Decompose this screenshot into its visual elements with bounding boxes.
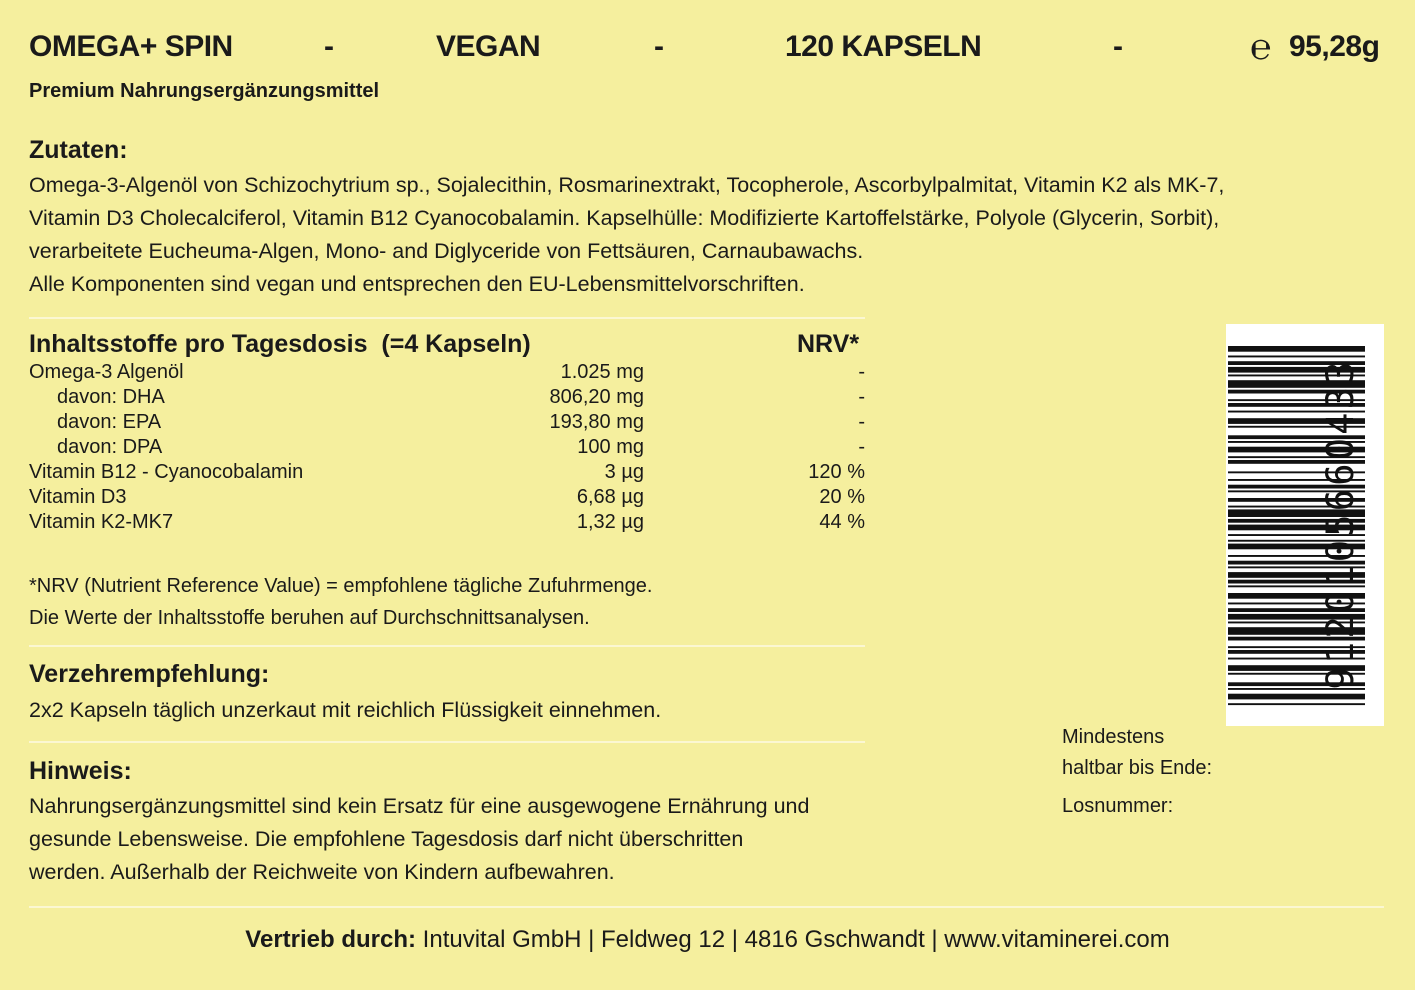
table-row — [29, 385, 865, 410]
notice-line: Nahrungsergänzungsmittel sind kein Ersatz für eine ausgewogene Ernährung und — [29, 794, 810, 818]
nutrient-name: davon: DPA — [57, 436, 163, 458]
table-row — [29, 360, 865, 385]
usage-heading: Verzehrempfehlung: — [29, 660, 270, 688]
nutrient-amount: 3 µg — [604, 461, 644, 483]
nrv-footnote: *NRV (Nutrient Reference Value) = empfohlene tägliche Zufuhrmenge. — [29, 575, 653, 597]
divider — [29, 645, 865, 647]
nutrient-name: davon: DHA — [57, 386, 165, 408]
product-name: OMEGA+ SPIN — [29, 30, 233, 63]
table-row — [29, 510, 865, 535]
best-before-line: haltbar bis Ende: — [1062, 757, 1213, 779]
nrv-column-header: NRV* — [797, 330, 860, 358]
table-row — [29, 460, 865, 485]
distributor-info: Intuvital GmbH | Feldweg 12 | 4816 Gschwandt | www.vitaminerei.com — [416, 926, 1170, 953]
lot-number-label: Losnummer: — [1062, 795, 1174, 817]
nutrient-name: Omega-3 Algenöl — [29, 361, 184, 383]
nutrition-heading-dose: (=4 Kapseln) — [381, 330, 531, 358]
nutrition-heading-title: Inhaltsstoffe pro Tagesdosis — [29, 330, 368, 358]
ingredients-heading: Zutaten: — [29, 136, 128, 164]
nutrient-nrv: - — [858, 386, 865, 408]
nutrient-amount: 1,32 µg — [576, 511, 644, 533]
best-before-line: Mindestens — [1062, 726, 1165, 748]
nutrient-nrv: 120 % — [808, 461, 865, 483]
nutrient-name: Vitamin B12 - Cyanocobalamin — [29, 461, 304, 483]
diet-label: VEGAN — [436, 30, 541, 63]
header-separator: - — [1113, 30, 1123, 63]
nutrient-nrv: - — [858, 436, 865, 458]
ingredients-text — [29, 169, 1359, 301]
ingredients-line: Alle Komponenten sind vegan und entsprechen den EU-Lebensmittelvorschriften. — [29, 272, 805, 296]
nutrient-amount: 100 mg — [577, 436, 644, 458]
estimated-sign-icon: ℮ — [1250, 26, 1272, 67]
net-weight: 95,28g — [1289, 30, 1380, 63]
divider — [29, 741, 865, 743]
divider — [29, 317, 865, 319]
nutrition-heading — [29, 330, 531, 359]
distributor-line — [0, 926, 1415, 954]
usage-text: 2x2 Kapseln täglich unzerkaut mit reichlich Flüssigkeit einnehmen. — [29, 698, 662, 722]
ingredients-line: Vitamin D3 Cholecalciferol, Vitamin B12 Cyanocobalamin. Kapselhülle: Modifizierte Kartoffelstärke, Polyole (Glycerin, Sorbit), — [29, 206, 1220, 230]
nutrient-amount: 193,80 mg — [549, 411, 644, 433]
barcode-digits: 9120105660433 — [1319, 358, 1362, 690]
nutrient-nrv: 44 % — [819, 511, 865, 533]
header-separator: - — [324, 30, 334, 63]
nutrient-nrv: - — [858, 411, 865, 433]
table-row — [29, 435, 865, 460]
nutrient-name: davon: EPA — [57, 411, 162, 433]
subtitle: Premium Nahrungsergänzungsmittel — [29, 80, 380, 102]
distributor-label: Vertrieb durch: — [245, 926, 417, 953]
nutrient-name: Vitamin K2-MK7 — [29, 511, 174, 533]
nutrient-amount: 806,20 mg — [549, 386, 644, 408]
nutrient-nrv: 20 % — [819, 486, 865, 508]
capsule-count: 120 KAPSELN — [785, 30, 982, 63]
nutrient-amount: 6,68 µg — [576, 486, 644, 508]
header-separator: - — [654, 30, 664, 63]
notice-line: gesunde Lebensweise. Die empfohlene Tagesdosis darf nicht überschritten — [29, 827, 744, 851]
nutrition-table — [29, 360, 865, 535]
notice-line: werden. Außerhalb der Reichweite von Kindern aufbewahren. — [29, 860, 615, 884]
barcode — [1226, 324, 1384, 726]
notice-heading: Hinweis: — [29, 757, 132, 785]
ingredients-line: verarbeitete Eucheuma-Algen, Mono- and Diglyceride von Fettsäuren, Carnaubawachs. — [29, 239, 864, 263]
divider — [29, 906, 1384, 908]
ingredients-line: Omega-3-Algenöl von Schizochytrium sp., Sojalecithin, Rosmarinextrakt, Tocopherole, Ascorbylpalmitat, Vitamin K2 als MK-7, — [29, 173, 1225, 197]
nutrient-amount: 1.025 mg — [560, 361, 644, 383]
best-before-label — [1062, 722, 1212, 784]
table-row — [29, 485, 865, 510]
table-row — [29, 410, 865, 435]
nutrient-name: Vitamin D3 — [29, 486, 127, 508]
analysis-footnote: Die Werte der Inhaltsstoffe beruhen auf Durchschnittsanalysen. — [29, 607, 590, 629]
nutrient-nrv: - — [858, 361, 865, 383]
